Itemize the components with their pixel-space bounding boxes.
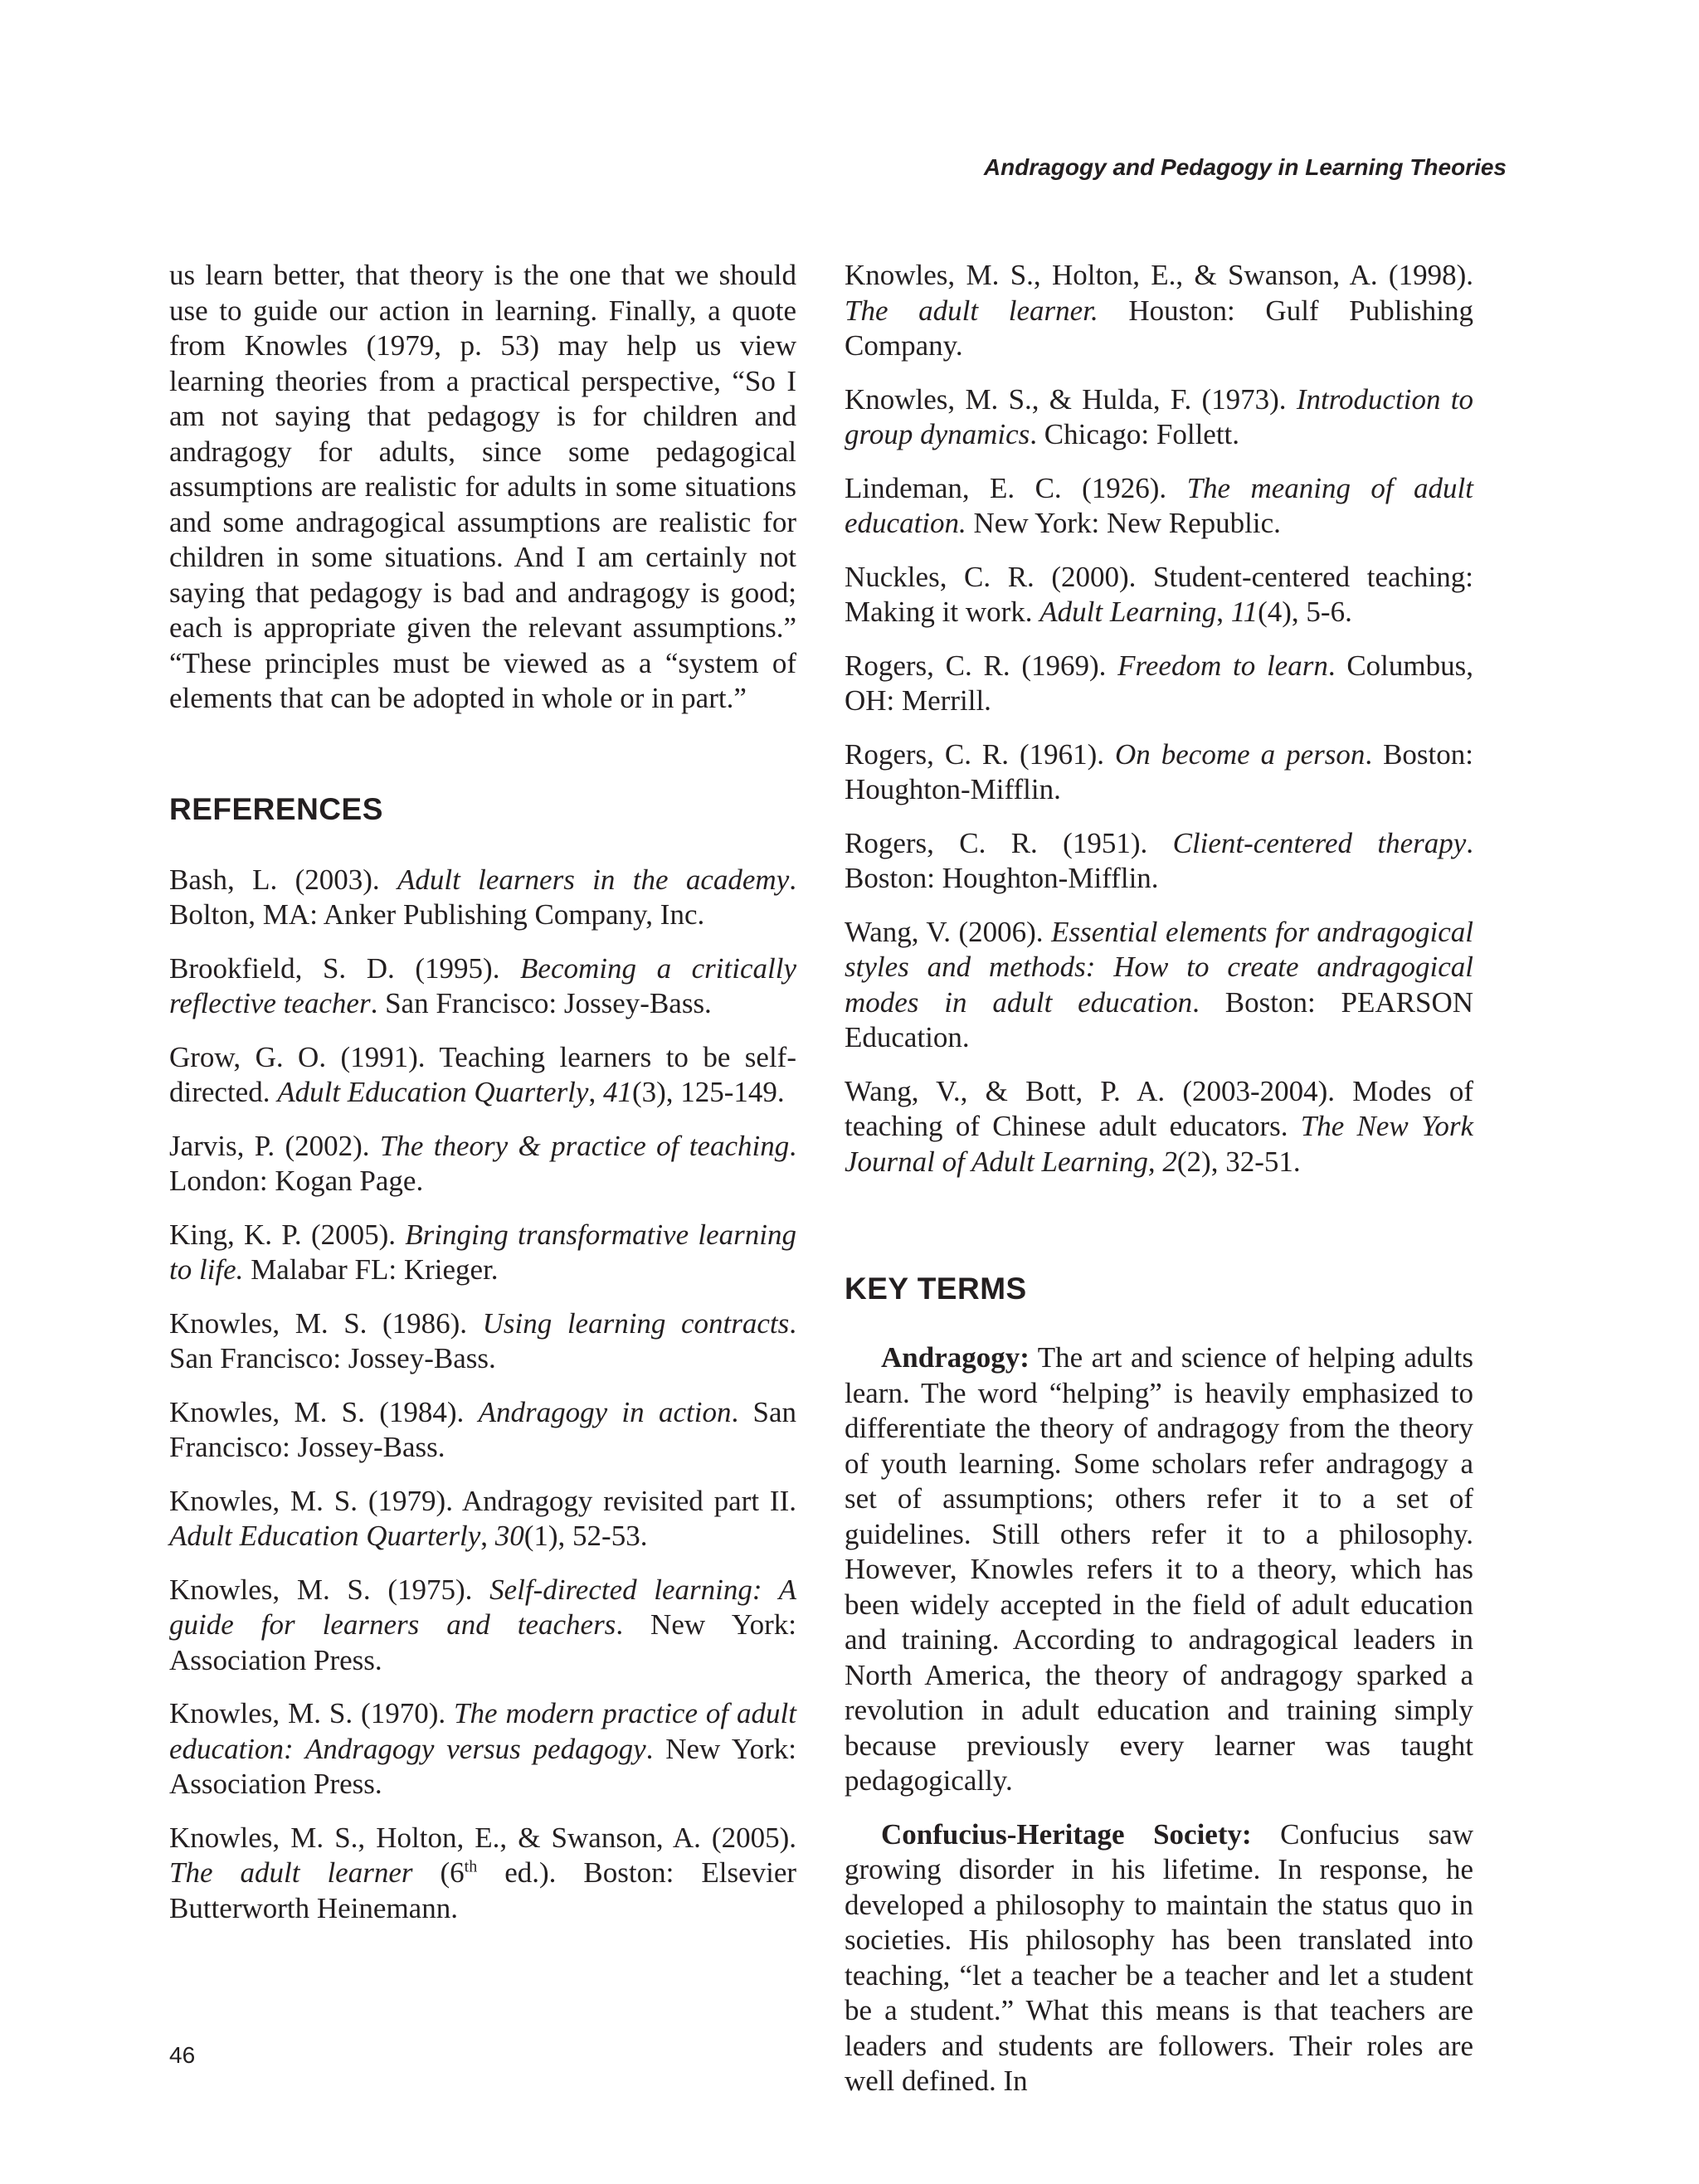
reference-entry bbox=[845, 915, 1473, 1056]
reference-text: (2), 32-51. bbox=[1176, 1145, 1301, 1178]
reference-text: Knowles, M. S. (1984). bbox=[169, 1395, 479, 1428]
reference-volume: 41 bbox=[602, 1076, 632, 1108]
reference-entry bbox=[169, 863, 796, 933]
key-term-name: Confucius-Heritage Society: bbox=[881, 1817, 1252, 1851]
reference-text: Bash, L. (2003). bbox=[169, 863, 397, 896]
reference-title: Introduction to group dynamics bbox=[845, 382, 1473, 450]
reference-entry bbox=[169, 1040, 796, 1111]
reference-text: (3), 125-149. bbox=[631, 1076, 785, 1108]
reference-text: , bbox=[480, 1520, 495, 1552]
reference-text: , bbox=[1216, 596, 1231, 628]
reference-entry bbox=[845, 258, 1473, 364]
reference-text: . Boston: PEARSON Education. bbox=[845, 985, 1473, 1053]
reference-entry bbox=[845, 826, 1473, 897]
reference-text: Rogers, C. R. (1961). bbox=[845, 737, 1116, 771]
reference-text: (6 bbox=[412, 1856, 465, 1889]
key-terms-heading: KEY TERMS bbox=[845, 1272, 1027, 1306]
reference-text: Grow, G. O. (1991). Teaching learners to be self-directed. bbox=[169, 1040, 796, 1108]
reference-text: Knowles, M. S., & Hulda, F. (1973). bbox=[845, 382, 1297, 416]
reference-title: Freedom to learn bbox=[1117, 649, 1328, 682]
reference-text: , bbox=[588, 1076, 603, 1108]
reference-entry bbox=[169, 1696, 796, 1802]
reference-text: Rogers, C. R. (1951). bbox=[845, 826, 1173, 859]
reference-title: Adult Education Quarterly bbox=[169, 1520, 481, 1552]
intro-paragraph: us learn better, that theory is the one that we should use to guide our action in learning. Finally, a quote from Knowles (1979, p. 53) may help us view learning theories from a practical perspective, “So I am not saying that pedagogy is for children and andragogy for adults, since some pedagogical assumptions are realistic for adults in some situations and some andragogical assumptions are realistic for children in some situations. And I am certainly not saying that pedagogy is bad and andragogy is good; each is appropriate given the relevant assumptions.” “These principles must be viewed as a “system of elements that can be adopted in whole or in part.” bbox=[169, 259, 796, 714]
reference-text: Wang, V., & Bott, P. A. (2003-2004). Modes of teaching of Chinese adult educators. bbox=[845, 1074, 1473, 1142]
reference-title: On become a person bbox=[1115, 737, 1366, 771]
reference-title: Essential elements for andragogical styles and methods: How to create andragogical modes in adult education bbox=[845, 915, 1473, 1019]
reference-entry bbox=[169, 1573, 796, 1679]
page-number: 46 bbox=[169, 2042, 196, 2068]
reference-entry bbox=[845, 382, 1473, 453]
reference-text: Knowles, M. S. (1975). bbox=[169, 1573, 490, 1606]
key-term-definition: Confucius saw growing disorder in his lifetime. In response, he developed a philosophy to maintain the status quo in societies. His philosophy has been translated into teaching, “let a teacher be a teacher and let a student be a student.” What this means is that teachers are leaders and students are followers. Their roles are well defined. In bbox=[845, 1817, 1473, 2097]
reference-title: Adult learners in the academy bbox=[397, 863, 790, 896]
reference-text: New York: New Republic. bbox=[966, 507, 1281, 539]
reference-text: (1), 52-53. bbox=[523, 1520, 648, 1552]
reference-title: The adult learner bbox=[169, 1856, 413, 1889]
reference-title: Adult Learning bbox=[1039, 596, 1217, 628]
reference-title: Adult Education Quarterly bbox=[277, 1076, 589, 1108]
reference-entry bbox=[169, 1218, 796, 1288]
reference-text: . San Francisco: Jossey-Bass. bbox=[370, 987, 712, 1019]
running-head: Andragogy and Pedagogy in Learning Theories bbox=[983, 154, 1507, 180]
reference-text: (4), 5-6. bbox=[1258, 596, 1352, 628]
reference-text: . Chicago: Follett. bbox=[1030, 418, 1240, 450]
references-heading: REFERENCES bbox=[169, 791, 383, 826]
reference-title: The theory & practice of teaching bbox=[379, 1129, 790, 1162]
key-term-entry bbox=[845, 1340, 1473, 1799]
reference-entry bbox=[169, 1395, 796, 1466]
reference-entry bbox=[169, 951, 796, 1022]
reference-entry bbox=[845, 649, 1473, 719]
reference-text: Knowles, M. S. (1986). bbox=[169, 1306, 483, 1340]
reference-text: Rogers, C. R. (1969). bbox=[845, 649, 1118, 682]
references-list-right bbox=[845, 258, 1473, 1180]
reference-text: . Bolton, MA: Anker Publishing Company, Inc. bbox=[169, 863, 796, 931]
reference-text: Malabar FL: Krieger. bbox=[243, 1253, 499, 1286]
key-term-entry bbox=[845, 1817, 1473, 2099]
reference-title: Becoming a critically reflective teacher bbox=[169, 951, 796, 1019]
key-terms-list bbox=[845, 1340, 1473, 2099]
reference-text: Knowles, M. S. (1979). Andragogy revisited part II. bbox=[169, 1484, 796, 1517]
reference-text: Brookfield, S. D. (1995). bbox=[169, 951, 521, 985]
key-term-name: Andragogy: bbox=[881, 1341, 1030, 1374]
reference-title: The meaning of adult education. bbox=[845, 471, 1473, 539]
reference-volume: 30 bbox=[494, 1520, 524, 1552]
reference-text: King, K. P. (2005). bbox=[169, 1218, 406, 1251]
reference-text: . Columbus, OH: Merrill. bbox=[845, 649, 1473, 717]
reference-entry bbox=[845, 737, 1473, 808]
reference-title: Client-centered therapy bbox=[1172, 826, 1467, 859]
reference-text: . San Francisco: Jossey-Bass. bbox=[169, 1306, 797, 1374]
reference-text: . Boston: Houghton-Mifflin. bbox=[845, 826, 1474, 894]
reference-title: The modern practice of adult education: Andragogy versus pedagogy bbox=[169, 1697, 797, 1765]
reference-text: Knowles, M. S., Holton, E., & Swanson, A. (2005). bbox=[169, 1821, 796, 1854]
reference-text: Wang, V. (2006). bbox=[845, 915, 1052, 948]
reference-volume: 11 bbox=[1230, 596, 1258, 628]
reference-text: Knowles, M. S., Holton, E., & Swanson, A. (1998). bbox=[845, 259, 1473, 291]
key-term-definition: The art and science of helping adults learn. The word “helping” is heavily emphasized to differentiate the theory of andragogy from the theory of youth learning. Some scholars refer andragogy a set of assumptions; others refer it to a set of guidelines. Still others refer it to a philosophy. However, Knowles refers it to a theory, which has been widely accepted in the field of adult education and training. According to andragogical leaders in North America, the theory of andragogy sparked a revolution in adult education and training simply because previously every learner was taught pedagogically. bbox=[845, 1341, 1473, 1797]
reference-title: The New York Journal of Adult Learning, 2 bbox=[845, 1110, 1473, 1178]
reference-title: Using learning contracts bbox=[482, 1306, 790, 1340]
reference-text: . London: Kogan Page. bbox=[169, 1129, 796, 1197]
reference-title: Andragogy in action bbox=[478, 1395, 732, 1428]
reference-entry bbox=[169, 1129, 796, 1199]
reference-text: Knowles, M. S. (1970). bbox=[169, 1697, 455, 1729]
left-column bbox=[169, 258, 796, 1944]
reference-title: Bringing transformative learning to life. bbox=[169, 1218, 796, 1286]
reference-entry bbox=[845, 1074, 1473, 1180]
reference-entry bbox=[169, 1306, 796, 1377]
reference-entry bbox=[845, 560, 1473, 630]
reference-text: . Boston: Houghton-Mifflin. bbox=[845, 737, 1474, 805]
right-column bbox=[845, 258, 1473, 2118]
reference-entry bbox=[169, 1821, 796, 1927]
reference-text: Lindeman, E. C. (1926). bbox=[845, 471, 1187, 504]
reference-text: Nuckles, C. R. (2000). Student-centered teaching: Making it work. bbox=[845, 560, 1473, 628]
reference-superscript: th bbox=[464, 1857, 478, 1876]
reference-title: Self-directed learning: A guide for learners and teachers bbox=[169, 1573, 796, 1641]
reference-title: The adult learner. bbox=[845, 294, 1098, 327]
reference-text: Houston: Gulf Publishing Company. bbox=[845, 294, 1474, 362]
reference-text: Jarvis, P. (2002). bbox=[169, 1129, 380, 1162]
reference-text: . San Francisco: Jossey-Bass. bbox=[169, 1395, 797, 1463]
reference-text: . New York: Association Press. bbox=[169, 1732, 796, 1800]
references-list-left bbox=[169, 863, 796, 1927]
reference-text: . New York: Association Press. bbox=[169, 1608, 796, 1676]
reference-text: ed.). Boston: Elsevier Butterworth Heinemann. bbox=[169, 1856, 797, 1924]
reference-entry bbox=[169, 1484, 796, 1554]
reference-entry bbox=[845, 471, 1473, 542]
